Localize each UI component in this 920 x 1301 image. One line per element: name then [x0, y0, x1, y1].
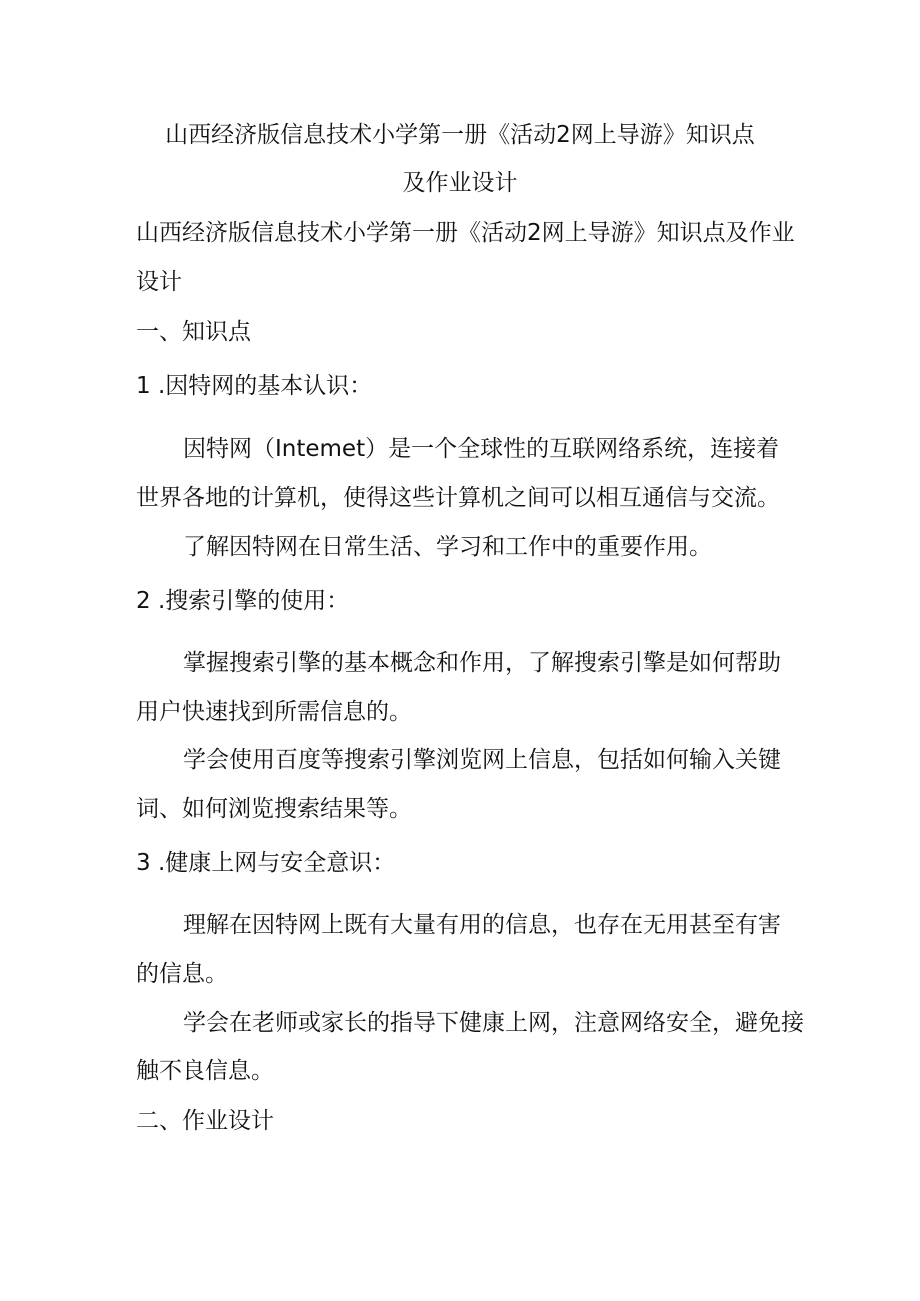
document-title-line-1: 山西经济版信息技术小学第一册《活动2网上导游》知识点 [165, 122, 755, 148]
paragraph-line: 学会在老师或家长的指导下健康上网，注意网络安全，避免接 [183, 1010, 804, 1036]
item-heading-internet: 1 .因特网的基本认识： [136, 373, 373, 399]
section-heading-knowledge: 一、知识点 [136, 319, 251, 345]
paragraph-line: 了解因特网在日常生活、学习和工作中的重要作用。 [183, 534, 712, 560]
item-heading-search-engine: 2 .搜索引擎的使用： [136, 588, 350, 614]
paragraph-line: 词、如何浏览搜索结果等。 [136, 796, 412, 822]
paragraph-line: 触不良信息。 [136, 1058, 274, 1084]
document-subtitle-line-2: 设计 [136, 269, 182, 295]
paragraph-line: 理解在因特网上既有大量有用的信息，也存在无用甚至有害 [183, 912, 781, 938]
paragraph-line: 掌握搜索引擎的基本概念和作用，了解搜索引擎是如何帮助 [183, 650, 781, 676]
paragraph-line: 世界各地的计算机，使得这些计算机之间可以相互通信与交流。 [136, 485, 780, 511]
document-subtitle-line-1: 山西经济版信息技术小学第一册《活动2网上导游》知识点及作业 [136, 220, 795, 246]
section-heading-homework: 二、作业设计 [136, 1108, 274, 1134]
item-heading-safe-internet: 3 .健康上网与安全意识： [136, 850, 396, 876]
paragraph-line: 因特网（Intemet）是一个全球性的互联网络系统，连接着 [183, 436, 780, 462]
paragraph-line: 的信息。 [136, 961, 228, 987]
document-title-line-2: 及作业设计 [402, 170, 518, 196]
paragraph-line: 学会使用百度等搜索引擎浏览网上信息，包括如何输入关键 [183, 747, 781, 773]
paragraph-line: 用户快速找到所需信息的。 [136, 699, 412, 725]
